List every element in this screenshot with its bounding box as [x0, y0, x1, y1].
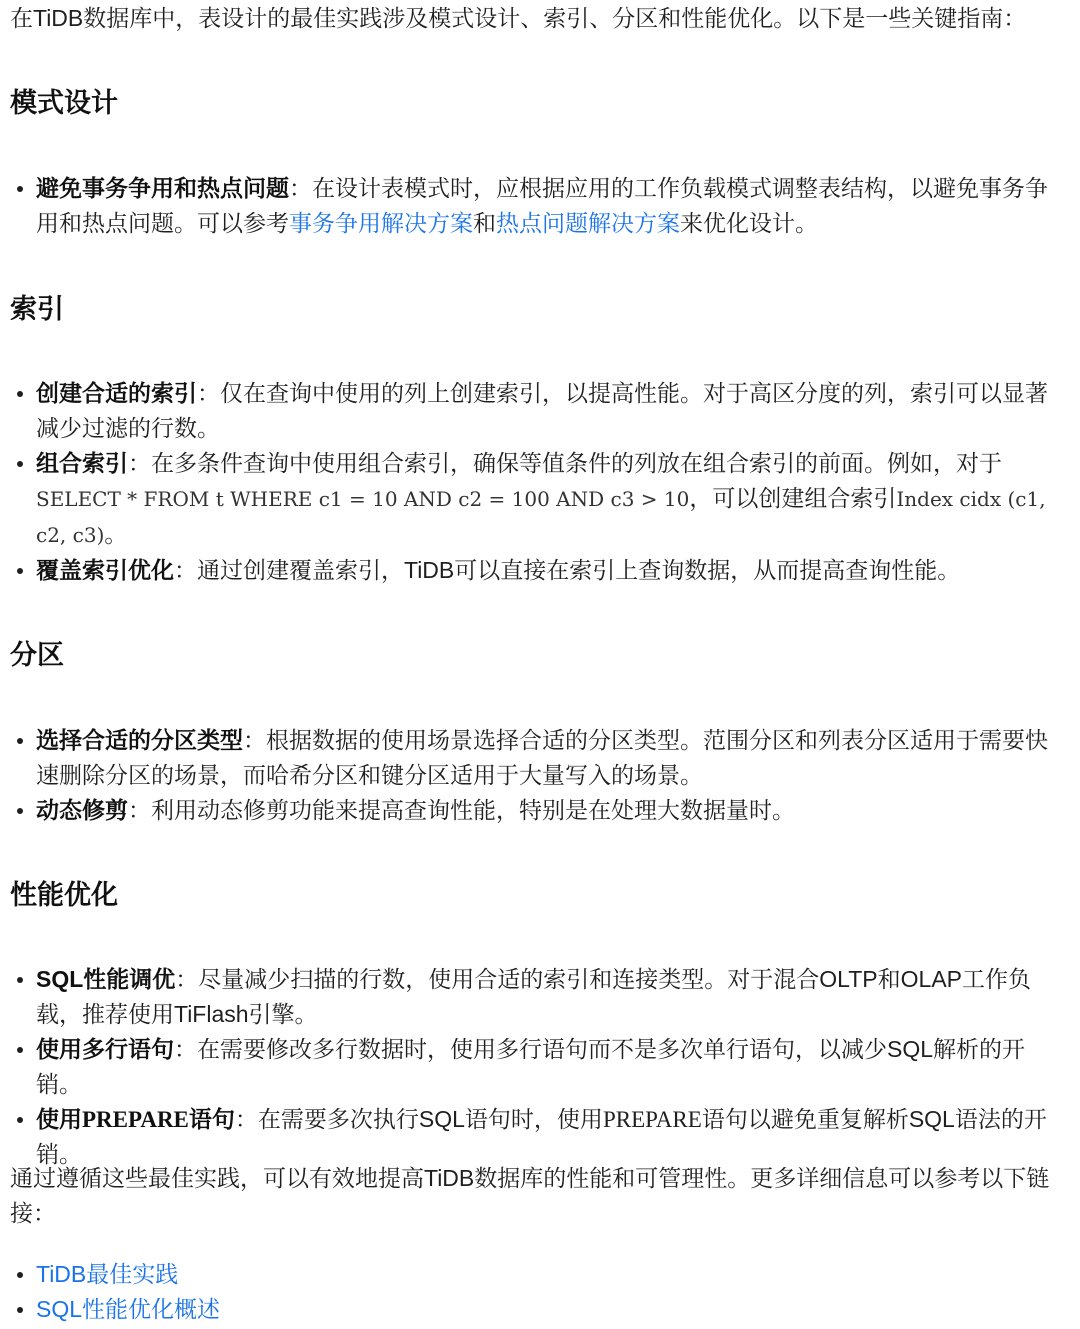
- intro-paragraph: 在TiDB数据库中，表设计的最佳实践涉及模式设计、索引、分区和性能优化。以下是一些关键指南：: [10, 5, 1027, 31]
- item-text: ：在多条件查询中使用组合索引，确保等值条件的列放在组合索引的前面。例如，对于: [128, 450, 1002, 476]
- item-text: 语句以避免重复解析SQL语法的开销。: [36, 1106, 1047, 1167]
- list-schema-design: [10, 171, 1060, 241]
- list-item: [10, 1032, 1060, 1102]
- item-title: 覆盖索引优化: [36, 557, 174, 583]
- outro-paragraph: 通过遵循这些最佳实践，可以有效地提高TiDB数据库的性能和可管理性。更多详细信息可以参考以下链接：: [10, 1165, 1050, 1226]
- item-title: 避免事务争用和热点问题: [36, 175, 289, 201]
- list-item: [10, 553, 1060, 588]
- heading-schema-design: 模式设计: [10, 88, 118, 118]
- reference-links: [10, 1257, 1060, 1327]
- list-item: [10, 376, 1060, 446]
- item-text: ：在设计表模式时，应根据应用的工作负载模式调整表结构，以避免事务争用和热点问题。可以参考: [36, 175, 1048, 236]
- link-tidb-best-practices[interactable]: TiDB最佳实践: [36, 1261, 179, 1287]
- list-item: [10, 962, 1060, 1032]
- heading-partition: 分区: [10, 640, 64, 670]
- item-text: ：在需要多次执行SQL语句时，使用: [234, 1106, 603, 1132]
- item-text: ：通过创建覆盖索引，TiDB可以直接在索引上查询数据，从而提高查询性能。: [174, 557, 961, 583]
- list-item: [10, 1257, 1060, 1292]
- list-item: [10, 171, 1060, 241]
- list-partition: [10, 723, 1060, 828]
- item-text: ，可以创建组合索引: [689, 485, 897, 511]
- heading-performance: 性能优化: [10, 880, 118, 910]
- item-text: 来优化设计。: [680, 210, 818, 236]
- item-text: 和: [473, 210, 496, 236]
- item-title: SQL性能调优: [36, 966, 176, 992]
- list-item: [10, 1292, 1060, 1327]
- item-title-part: 使用: [36, 1106, 82, 1132]
- link-hotspot-solution[interactable]: 热点问题解决方案: [496, 210, 680, 236]
- item-title: [36, 1106, 235, 1132]
- item-title: 组合索引: [36, 450, 128, 476]
- heading-index: 索引: [10, 294, 64, 324]
- inline-code: PREPARE: [602, 1107, 702, 1132]
- item-title: 选择合适的分区类型: [36, 727, 243, 753]
- list-item: [10, 446, 1060, 553]
- list-index: [10, 376, 1060, 588]
- list-performance: [10, 962, 1060, 1172]
- item-title: 创建合适的索引: [36, 380, 197, 406]
- item-title: 使用多行语句: [36, 1036, 174, 1062]
- list-item: [10, 793, 1060, 828]
- link-transaction-contention[interactable]: 事务争用解决方案: [289, 210, 473, 236]
- link-sql-performance-overview[interactable]: SQL性能优化概述: [36, 1296, 221, 1322]
- inline-code: Index cidx (c1, c2, c3): [36, 487, 1046, 547]
- item-text: ：尽量减少扫描的行数，使用合适的索引和连接类型。对于混合OLTP和OLAP工作负载，推荐使用TiFlash引擎。: [36, 966, 1032, 1027]
- item-text: 。: [104, 521, 128, 547]
- item-text: ：利用动态修剪功能来提高查询性能，特别是在处理大数据量时。: [128, 797, 795, 823]
- list-item: [10, 723, 1060, 793]
- inline-code: SELECT * FROM t WHERE c1 = 10 AND c2 = 100 AND c3 > 10: [36, 487, 690, 511]
- item-text: ：仅在查询中使用的列上创建索引，以提高性能。对于高区分度的列，索引可以显著减少过滤的行数。: [36, 380, 1048, 441]
- item-title-code: PREPARE: [82, 1107, 189, 1132]
- item-text: ：根据数据的使用场景选择合适的分区类型。范围分区和列表分区适用于需要快速删除分区的场景，而哈希分区和键分区适用于大量写入的场景。: [36, 727, 1048, 788]
- item-title-part: 语句: [188, 1106, 235, 1132]
- item-title: 动态修剪: [36, 797, 128, 823]
- item-text: ：在需要修改多行数据时，使用多行语句而不是多次单行语句，以减少SQL解析的开销。: [36, 1036, 1026, 1097]
